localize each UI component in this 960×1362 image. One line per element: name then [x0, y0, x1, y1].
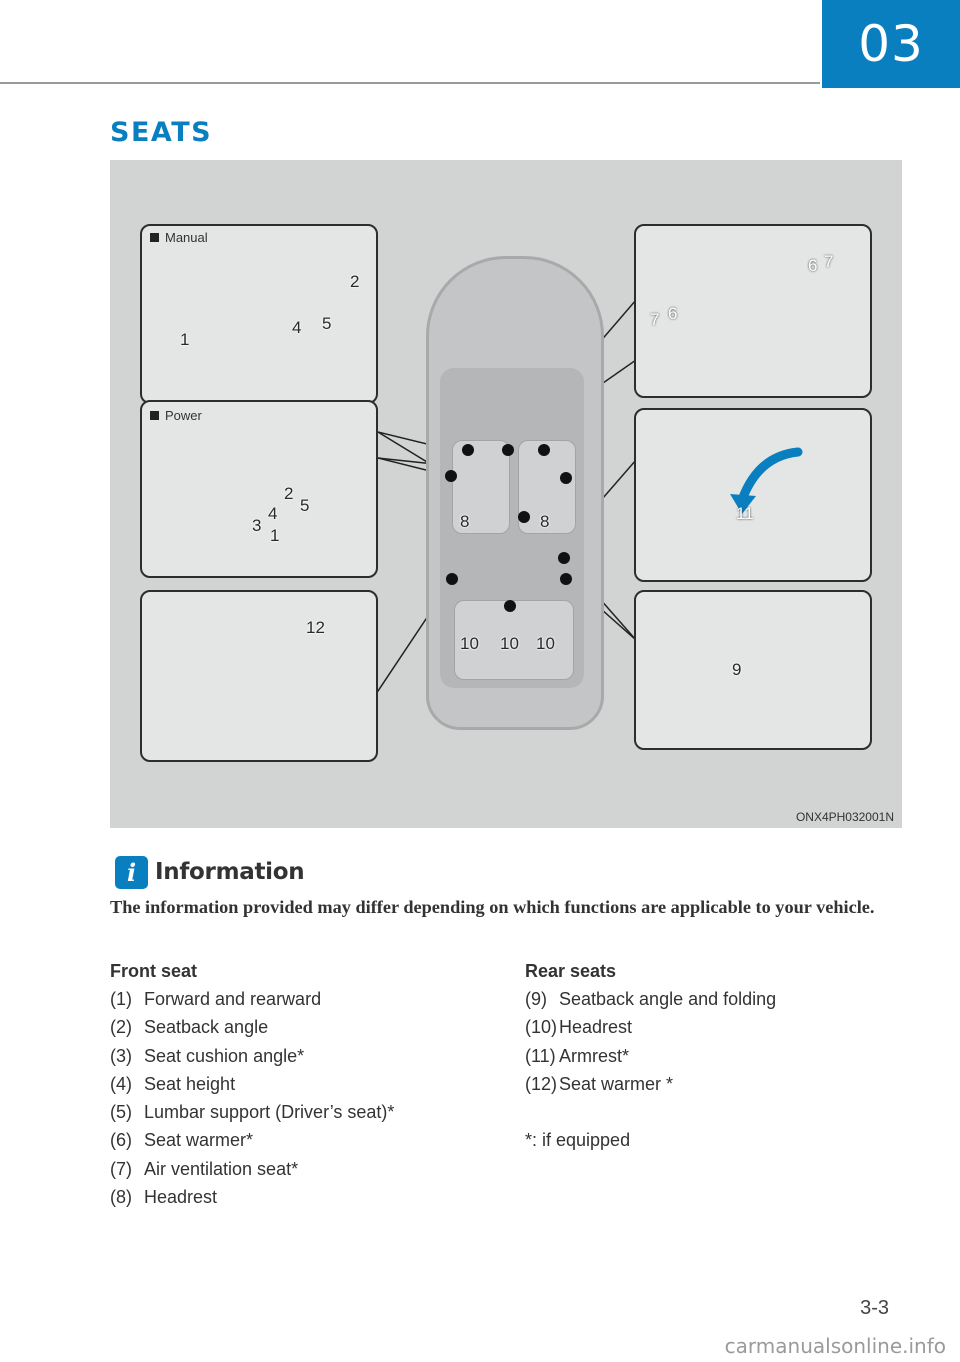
watermark: carmanualsonline.info: [724, 1334, 946, 1358]
inset-power-seat: [140, 400, 378, 578]
callout-dot: [538, 444, 550, 456]
callout-5: 5: [322, 314, 332, 333]
callout-10-right: 10: [536, 634, 555, 653]
list-item: (4) Seat height: [110, 1073, 236, 1094]
inset-power-label: Power: [150, 408, 202, 423]
list-item: (1) Forward and rearward: [110, 989, 322, 1009]
page-number: 3-3: [860, 1297, 889, 1319]
callout-11: 11: [736, 504, 754, 523]
front-seat-heading: Front seat: [110, 961, 198, 981]
callout-5: 5: [300, 496, 310, 515]
callout-6: 6: [668, 304, 678, 323]
callout-dot: [462, 444, 474, 456]
inset-manual-seat: [140, 224, 378, 404]
list-item: (6) Seat warmer*: [110, 1130, 254, 1151]
callout-dot: [446, 573, 458, 585]
information-text: The information provided may differ depending on which functions are applicable to your vehicle.: [110, 897, 875, 917]
callout-4: 4: [292, 318, 302, 337]
rear-seat-list: [525, 957, 776, 1154]
callout-2: 2: [350, 272, 360, 291]
callout-10-left: 10: [460, 634, 479, 653]
callout-12: 12: [306, 618, 325, 637]
callout-8-right: 8: [540, 512, 550, 531]
callout-7: 7: [824, 252, 834, 271]
header-rule: [0, 82, 820, 84]
inset-rear-armrest: [634, 408, 872, 582]
info-icon: i: [115, 856, 148, 889]
list-item: (10) Headrest: [525, 1017, 633, 1038]
callout-7: 7: [650, 310, 660, 329]
callout-1: 1: [180, 330, 190, 349]
list-item: (7) Air ventilation seat*: [110, 1158, 299, 1179]
callout-9: 9: [732, 660, 742, 679]
list-item: (8) Headrest: [110, 1187, 218, 1208]
callout-3: 3: [252, 516, 262, 535]
callout-dot: [518, 511, 530, 523]
callout-1: 1: [270, 526, 280, 545]
callout-6: 6: [808, 256, 818, 275]
callout-4: 4: [268, 504, 278, 523]
callout-dot: [560, 472, 572, 484]
callout-dot: [558, 552, 570, 564]
chapter-tab: 03: [822, 0, 960, 88]
callout-dot: [504, 600, 516, 612]
inset-seatback-lever: [634, 590, 872, 750]
inset-door-switch: [140, 590, 378, 762]
section-title: SEATS: [110, 117, 213, 148]
spacer: [525, 1098, 776, 1126]
inset-console: [634, 224, 872, 398]
footnote: *: if equipped: [525, 1130, 631, 1151]
callout-10-middle: 10: [500, 634, 519, 653]
callout-dot: [560, 573, 572, 585]
figure-code: ONX4PH032001N: [795, 810, 894, 824]
callout-8-left: 8: [460, 512, 470, 531]
callout-dot: [445, 470, 457, 482]
list-item: (3) Seat cushion angle*: [110, 1045, 305, 1066]
list-item: (11) Armrest*: [525, 1045, 630, 1066]
list-item: (5) Lumbar support (Driver’s seat)*: [110, 1102, 395, 1123]
front-seat-list: [110, 957, 394, 1211]
information-title: Information: [155, 859, 305, 885]
rear-seat-heading: Rear seats: [525, 961, 617, 981]
seats-illustration: [110, 160, 902, 828]
list-item: (12) Seat warmer *: [525, 1073, 674, 1094]
list-item: (2) Seatback angle: [110, 1017, 269, 1038]
callout-dot: [502, 444, 514, 456]
callout-2: 2: [284, 484, 294, 503]
inset-manual-label: Manual: [150, 230, 208, 245]
list-item: (9) Seatback angle and folding: [525, 989, 777, 1009]
